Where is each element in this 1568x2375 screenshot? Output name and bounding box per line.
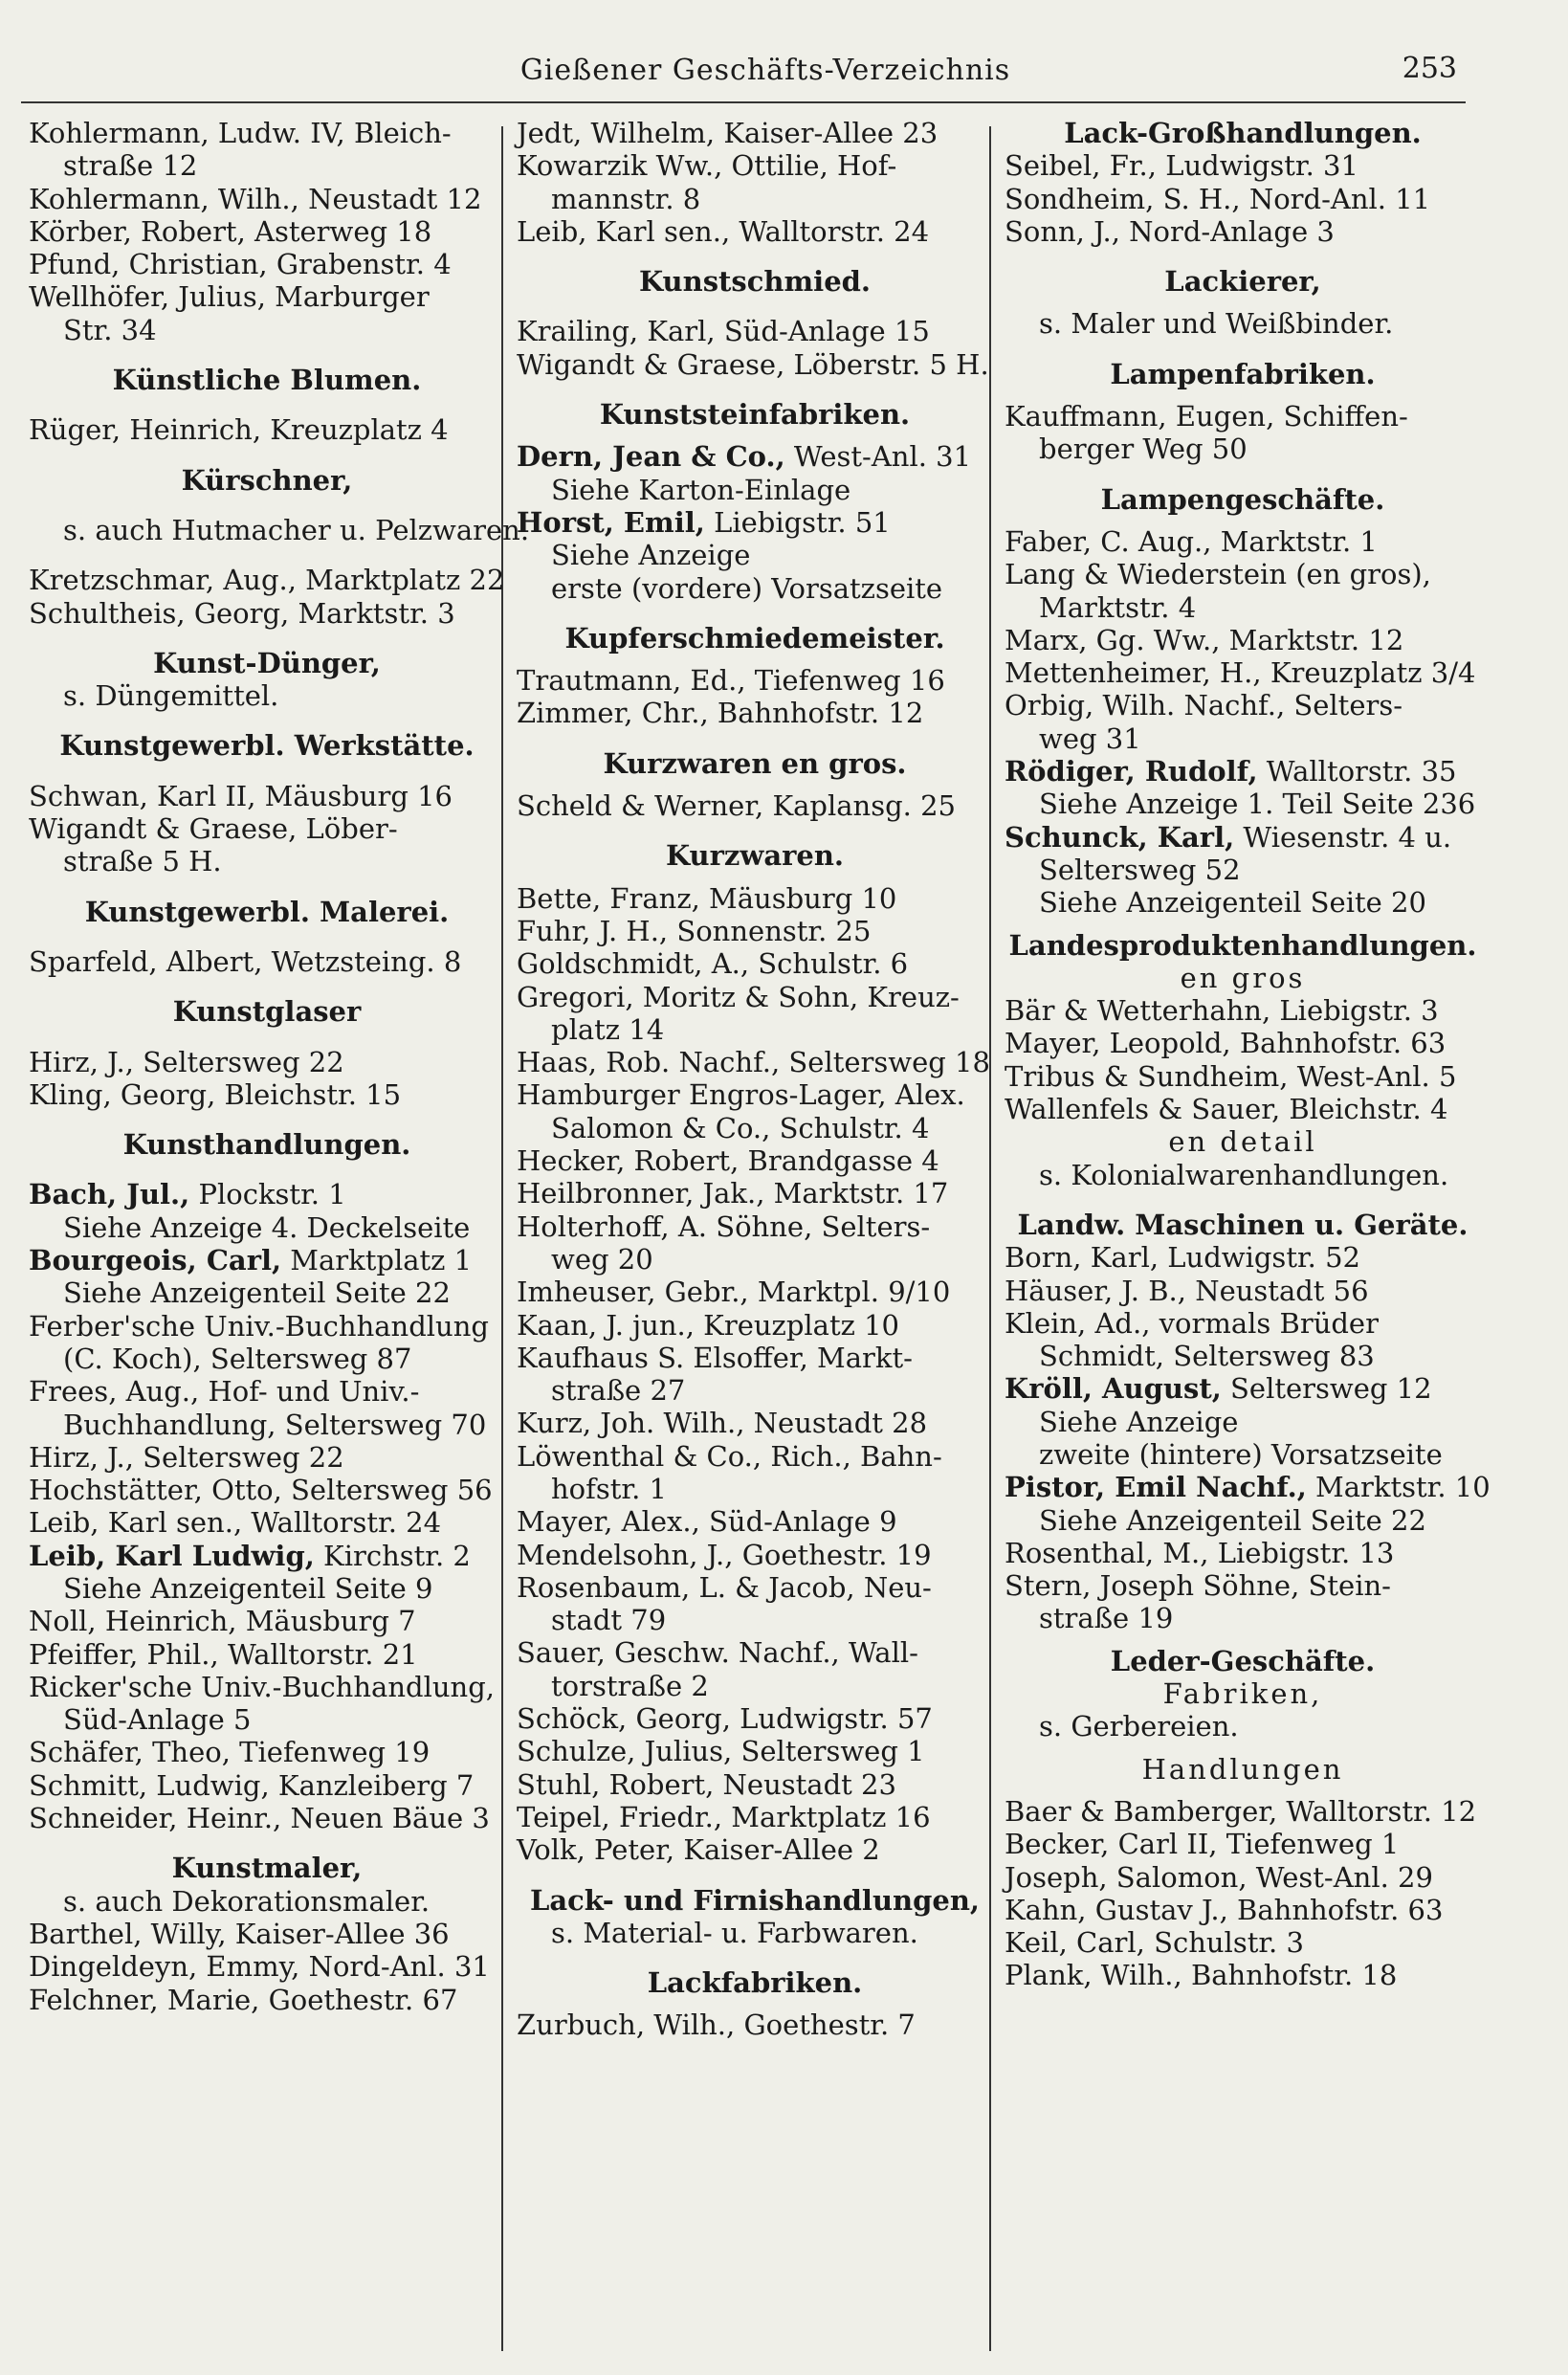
directory-entry: Leib, Karl Ludwig, Kirchstr. 2 [29, 1539, 471, 1572]
entry-continuation: Siehe Anzeigenteil Seite 22 [63, 1276, 451, 1310]
section-heading: Kunstmaler, [171, 1852, 363, 1885]
directory-entry: Löwenthal & Co., Rich., Bahn- [517, 1439, 942, 1473]
directory-entry: Hochstätter, Otto, Seltersweg 56 [29, 1474, 493, 1507]
subsection-label: Fabriken, [1162, 1677, 1323, 1711]
spacer [29, 763, 505, 780]
directory-entry: Mayer, Alex., Süd-Anlage 9 [517, 1505, 897, 1539]
section-heading: Kurzwaren en gros. [603, 746, 907, 780]
spacer [1005, 390, 1481, 400]
entry-continuation: berger Weg 50 [1039, 433, 1248, 466]
entry-continuation: weg 20 [551, 1242, 653, 1276]
entry-continuation: stadt 79 [551, 1604, 667, 1637]
section-heading: Landw. Maschinen u. Geräte. [1017, 1208, 1469, 1241]
directory-entry: Ferber'sche Univ.-Buchhandlung [29, 1309, 489, 1343]
cross-reference: s. Düngemittel. [63, 679, 279, 713]
directory-entry: Krailing, Karl, Süd-Anlage 15 [517, 315, 930, 348]
directory-entry: Kohlermann, Wilh., Neustadt 12 [29, 182, 482, 215]
directory-entry: Wellhöfer, Julius, Marburger [29, 280, 430, 314]
spacer [29, 630, 505, 647]
entry-continuation: Marktstr. 4 [1039, 590, 1197, 624]
entry-continuation: weg 31 [1039, 721, 1141, 755]
entry-continuation: zweite (hintere) Vorsatzseite [1039, 1437, 1443, 1471]
directory-entry: Felchner, Marie, Goethestr. 67 [29, 1983, 458, 2016]
entry-continuation: Siehe Anzeigenteil Seite 9 [63, 1571, 433, 1605]
spacer [1005, 298, 1481, 307]
directory-entry: Joseph, Salomon, West-Anl. 29 [1005, 1860, 1433, 1894]
directory-entry: Ricker'sche Univ.-Buchhandlung, [29, 1670, 495, 1703]
section-heading: Kunstgewerbl. Malerei. [84, 895, 450, 928]
directory-entry: Schwan, Karl II, Mäusburg 16 [29, 779, 453, 812]
directory-entry: Pfund, Christian, Grabenstr. 4 [29, 248, 452, 281]
entry-continuation: straße 12 [63, 149, 198, 183]
spacer [517, 780, 993, 789]
section-heading: Kurzwaren. [665, 839, 845, 873]
directory-entry: Fuhr, J. H., Sonnenstr. 25 [517, 914, 872, 947]
directory-entry: Plank, Wilh., Bahnhofstr. 18 [1005, 1959, 1398, 1992]
directory-entry: Wallenfels & Sauer, Bleichstr. 4 [1005, 1093, 1448, 1126]
spacer [517, 822, 993, 839]
entry-continuation: Siehe Anzeigenteil Seite 22 [1039, 1503, 1426, 1537]
spacer [517, 1867, 993, 1884]
entry-continuation: Süd-Anlage 5 [63, 1703, 252, 1737]
section-heading: Kunstglaser [172, 995, 362, 1029]
spacer [29, 346, 505, 364]
section-heading: Kunstgewerbl. Werkstätte. [59, 729, 475, 763]
directory-entry: Haas, Rob. Nachf., Seltersweg 18 [517, 1046, 990, 1079]
spacer [517, 730, 993, 747]
directory-entry: Kauffmann, Eugen, Schiffen- [1005, 400, 1408, 433]
directory-entry: Rosenbaum, L. & Jacob, Neu- [517, 1570, 932, 1604]
section-heading: Lampenfabriken. [1110, 357, 1376, 390]
entry-continuation: straße 27 [551, 1374, 686, 1408]
section-heading: Lackierer, [1164, 265, 1321, 299]
directory-entry: Kling, Georg, Bleichstr. 15 [29, 1077, 402, 1111]
directory-entry: Bär & Wetterhahn, Liebigstr. 3 [1005, 994, 1439, 1028]
directory-entry: Born, Karl, Ludwigstr. 52 [1005, 1241, 1360, 1275]
directory-entry: Leib, Karl sen., Walltorstr. 24 [29, 1506, 442, 1540]
entry-continuation: torstraße 2 [551, 1669, 709, 1702]
directory-entry: Volk, Peter, Kaiser-Allee 2 [517, 1833, 880, 1867]
directory-entry: Imheuser, Gebr., Marktpl. 9/10 [517, 1276, 951, 1309]
directory-entry: Sondheim, S. H., Nord-Anl. 11 [1005, 182, 1431, 215]
directory-entry: Baer & Bamberger, Walltorstr. 12 [1005, 1794, 1477, 1828]
spacer [517, 248, 993, 265]
directory-entry: Rödiger, Rudolf, Walltorstr. 35 [1005, 755, 1457, 788]
column-1 [29, 117, 530, 2016]
spacer [1005, 1191, 1481, 1209]
entry-continuation: Siehe Anzeige [551, 539, 751, 572]
section-heading: Kunst-Dünger, [153, 646, 381, 679]
spacer [1005, 1786, 1481, 1795]
section-heading: Landesproduktenhandlungen. [1008, 928, 1477, 962]
directory-entry: Teipel, Friedr., Marktplatz 16 [517, 1800, 931, 1833]
spacer [517, 873, 993, 882]
entry-continuation: s. auch Hutmacher u. Pelzwaren. [63, 513, 530, 546]
spacer [29, 1111, 505, 1128]
directory-entry: Marx, Gg. Ww., Marktstr. 12 [1005, 623, 1404, 656]
cross-reference: s. Kolonialwarenhandlungen. [1039, 1158, 1449, 1191]
directory-entry: Körber, Robert, Asterweg 18 [29, 214, 432, 248]
entry-continuation: Siehe Anzeige [1039, 1405, 1239, 1438]
spacer [29, 712, 505, 729]
entry-name-bold: Leib, Karl Ludwig, [29, 1539, 315, 1572]
directory-entry: Noll, Heinrich, Mäusburg 7 [29, 1605, 416, 1638]
spacer [517, 605, 993, 622]
entry-name-bold: Schunck, Karl, [1005, 820, 1235, 854]
directory-entry: Zimmer, Chr., Bahnhofstr. 12 [517, 697, 924, 730]
directory-entry: Jedt, Wilhelm, Kaiser-Allee 23 [517, 117, 939, 149]
directory-entry: Häuser, J. B., Neustadt 56 [1005, 1274, 1369, 1307]
directory-entry: Kowarzik Ww., Ottilie, Hof- [517, 149, 897, 183]
entry-continuation: straße 5 H. [63, 845, 222, 878]
entry-continuation: Str. 34 [63, 313, 157, 346]
directory-entry: Hirz, J., Seltersweg 22 [29, 1440, 344, 1474]
directory-entry: Stern, Joseph Söhne, Stein- [1005, 1569, 1391, 1603]
entry-continuation: Buchhandlung, Seltersweg 70 [63, 1408, 487, 1441]
spacer [517, 1999, 993, 2009]
page-title: Gießener Geschäfts-Verzeichnis [519, 54, 1011, 87]
entry-continuation: Seltersweg 52 [1039, 853, 1241, 886]
entry-continuation: Siehe Anzeigenteil Seite 20 [1039, 886, 1426, 920]
spacer [517, 655, 993, 664]
spacer [517, 298, 993, 315]
entry-continuation: Siehe Karton-Einlage [551, 473, 851, 506]
spacer [1005, 466, 1481, 483]
spacer [29, 447, 505, 464]
directory-entry: Klein, Ad., vormals Brüder [1005, 1306, 1379, 1340]
entry-continuation: Siehe Anzeige 1. Teil Seite 236 [1039, 788, 1476, 821]
directory-entry: Wigandt & Graese, Löberstr. 5 H. [517, 347, 989, 381]
directory-entry: Heilbronner, Jak., Marktstr. 17 [517, 1177, 949, 1210]
directory-entry: Barthel, Willy, Kaiser-Allee 36 [29, 1917, 450, 1950]
directory-entry: Sonn, J., Nord-Anlage 3 [1005, 214, 1335, 248]
spacer [29, 497, 505, 514]
column-2 [517, 117, 993, 2042]
section-heading: Kunststeinfabriken. [599, 398, 911, 432]
spacer [1005, 920, 1481, 929]
spacer [1005, 248, 1481, 265]
entry-name-bold: Kröll, August, [1005, 1372, 1222, 1406]
spacer [29, 546, 505, 564]
spacer [29, 928, 505, 945]
subsection-label: en gros [1180, 961, 1306, 994]
subsection-label: Handlungen [1141, 1752, 1344, 1786]
directory-entry: Kohlermann, Ludw. IV, Bleich- [29, 117, 452, 149]
directory-entry: Schulze, Julius, Seltersweg 1 [517, 1735, 925, 1768]
directory-entry: Mayer, Leopold, Bahnhofstr. 63 [1005, 1027, 1447, 1060]
directory-entry: Hamburger Engros-Lager, Alex. [517, 1078, 965, 1112]
section-heading: Kunstschmied. [638, 265, 872, 299]
entry-continuation: erste (vordere) Vorsatzseite [551, 571, 943, 605]
section-heading: Kupferschmiedemeister. [564, 621, 945, 655]
entry-continuation: platz 14 [551, 1012, 665, 1046]
directory-entry: Hirz, J., Seltersweg 22 [29, 1045, 344, 1078]
header-rule [21, 101, 1466, 103]
directory-entry: Schöck, Georg, Ludwigstr. 57 [517, 1702, 933, 1736]
directory-entry: Trautmann, Ed., Tiefenweg 16 [517, 664, 945, 698]
cross-reference: s. Maler und Weißbinder. [1039, 307, 1394, 341]
directory-entry: Pfeiffer, Phil., Walltorstr. 21 [29, 1637, 418, 1671]
entry-name-bold: Pistor, Emil Nachf., [1005, 1471, 1307, 1504]
directory-entry: Schultheis, Georg, Marktstr. 3 [29, 596, 455, 630]
spacer [517, 431, 993, 440]
subsection-label: en detail [1168, 1125, 1317, 1159]
directory-entry: Pistor, Emil Nachf., Marktstr. 10 [1005, 1471, 1491, 1504]
directory-entry: Horst, Emil, Liebigstr. 51 [517, 505, 891, 539]
entry-continuation: mannstr. 8 [551, 182, 701, 215]
spacer [1005, 1743, 1481, 1753]
directory-entry: Bourgeois, Carl, Marktplatz 1 [29, 1244, 473, 1277]
directory-entry: Rosenthal, M., Liebigstr. 13 [1005, 1536, 1395, 1569]
entry-continuation: (C. Koch), Seltersweg 87 [63, 1342, 412, 1375]
section-heading: Leder-Geschäfte. [1110, 1644, 1376, 1677]
section-heading: Kürschner, [181, 463, 353, 497]
spacer [29, 878, 505, 896]
directory-entry: Zurbuch, Wilh., Goethestr. 7 [517, 2009, 916, 2042]
directory-entry: Schmitt, Ludwig, Kanzleiberg 7 [29, 1768, 475, 1802]
directory-entry: Schäfer, Theo, Tiefenweg 19 [29, 1736, 431, 1769]
directory-entry: Sparfeld, Albert, Wetzsteing. 8 [29, 944, 462, 978]
directory-entry: Dern, Jean & Co., West-Anl. 31 [517, 440, 972, 474]
entry-name-bold: Rödiger, Rudolf, [1005, 755, 1258, 788]
section-heading: Lack-Großhandlungen. [1064, 117, 1422, 149]
directory-entry: Gregori, Moritz & Sohn, Kreuz- [517, 980, 960, 1013]
directory-entry: Kröll, August, Seltersweg 12 [1005, 1372, 1432, 1406]
spacer [29, 1029, 505, 1046]
directory-entry: Lang & Wiederstein (en gros), [1005, 558, 1431, 591]
directory-entry: Seibel, Fr., Ludwigstr. 31 [1005, 149, 1358, 183]
directory-entry: Rüger, Heinrich, Kreuzplatz 4 [29, 413, 449, 447]
directory-entry: Bach, Jul., Plockstr. 1 [29, 1178, 346, 1211]
entry-continuation: Siehe Anzeige 4. Deckelseite [63, 1210, 471, 1244]
column-3 [1005, 117, 1491, 1992]
page-number: 253 [1402, 52, 1457, 85]
spacer [29, 978, 505, 995]
section-heading: Lack- und Firnishandlungen, [529, 1883, 981, 1917]
directory-entry: Scheld & Werner, Kaplansg. 25 [517, 789, 957, 823]
spacer [517, 381, 993, 398]
directory-entry: Bette, Franz, Mäusburg 10 [517, 881, 897, 915]
directory-entry: Goldschmidt, A., Schulstr. 6 [517, 947, 909, 981]
entry-continuation: Salomon & Co., Schulstr. 4 [551, 1111, 930, 1144]
directory-entry: Wigandt & Graese, Löber- [29, 812, 398, 846]
running-head [0, 50, 1568, 92]
entry-continuation: straße 19 [1039, 1602, 1174, 1635]
directory-entry: Frees, Aug., Hof- und Univ.- [29, 1375, 420, 1409]
directory-entry: Orbig, Wilh. Nachf., Selters- [1005, 689, 1403, 722]
spacer [1005, 516, 1481, 525]
section-heading: Kunsthandlungen. [122, 1128, 411, 1162]
directory-entry: Becker, Carl II, Tiefenweg 1 [1005, 1828, 1400, 1861]
directory-entry: Kaan, J. jun., Kreuzplatz 10 [517, 1308, 899, 1342]
spacer [29, 1834, 505, 1852]
directory-entry: Mendelsohn, J., Goethestr. 19 [517, 1538, 932, 1571]
directory-entry: Tribus & Sundheim, West-Anl. 5 [1005, 1059, 1457, 1093]
cross-reference: s. Material- u. Farbwaren. [551, 1916, 918, 1949]
entry-name-bold: Dern, Jean & Co., [517, 440, 785, 474]
spacer [1005, 341, 1481, 358]
entry-name-bold: Bach, Jul., [29, 1178, 190, 1211]
spacer [29, 396, 505, 413]
directory-entry: Dingeldeyn, Emmy, Nord-Anl. 31 [29, 1950, 490, 1984]
directory-entry: Keil, Carl, Schulstr. 3 [1005, 1926, 1304, 1960]
directory-entry: Hecker, Robert, Brandgasse 4 [517, 1144, 939, 1178]
entry-name-bold: Bourgeois, Carl, [29, 1244, 282, 1277]
section-heading: Lackfabriken. [647, 1966, 863, 2000]
directory-entry: Kretzschmar, Aug., Marktplatz 22 [29, 564, 505, 597]
spacer [1005, 1635, 1481, 1645]
directory-entry: Faber, C. Aug., Marktstr. 1 [1005, 524, 1378, 558]
directory-entry: Kaufhaus S. Elsoffer, Markt- [517, 1341, 913, 1374]
directory-entry: Kurz, Joh. Wilh., Neustadt 28 [517, 1407, 928, 1440]
directory-entry: Schneider, Heinr., Neuen Bäue 3 [29, 1802, 490, 1835]
directory-entry: Holterhoff, A. Söhne, Selters- [517, 1210, 931, 1243]
directory-entry: Kahn, Gustav J., Bahnhofstr. 63 [1005, 1893, 1444, 1926]
directory-entry: Schunck, Karl, Wiesenstr. 4 u. [1005, 820, 1452, 854]
entry-continuation: hofstr. 1 [551, 1472, 667, 1505]
spacer [517, 1949, 993, 1966]
directory-entry: Mettenheimer, H., Kreuzplatz 3/4 [1005, 656, 1476, 690]
section-heading: Künstliche Blumen. [112, 364, 422, 397]
directory-entry: Sauer, Geschw. Nachf., Wall- [517, 1636, 918, 1670]
directory-entry: Stuhl, Robert, Neustadt 23 [517, 1767, 896, 1801]
section-heading: Lampengeschäfte. [1100, 482, 1385, 516]
spacer [29, 1161, 505, 1178]
cross-reference: s. auch Dekorationsmaler. [63, 1884, 431, 1918]
entry-continuation: Schmidt, Seltersweg 83 [1039, 1340, 1375, 1373]
directory-entry: Leib, Karl sen., Walltorstr. 24 [517, 214, 930, 248]
entry-name-bold: Horst, Emil, [517, 505, 705, 539]
cross-reference: s. Gerbereien. [1039, 1710, 1239, 1743]
